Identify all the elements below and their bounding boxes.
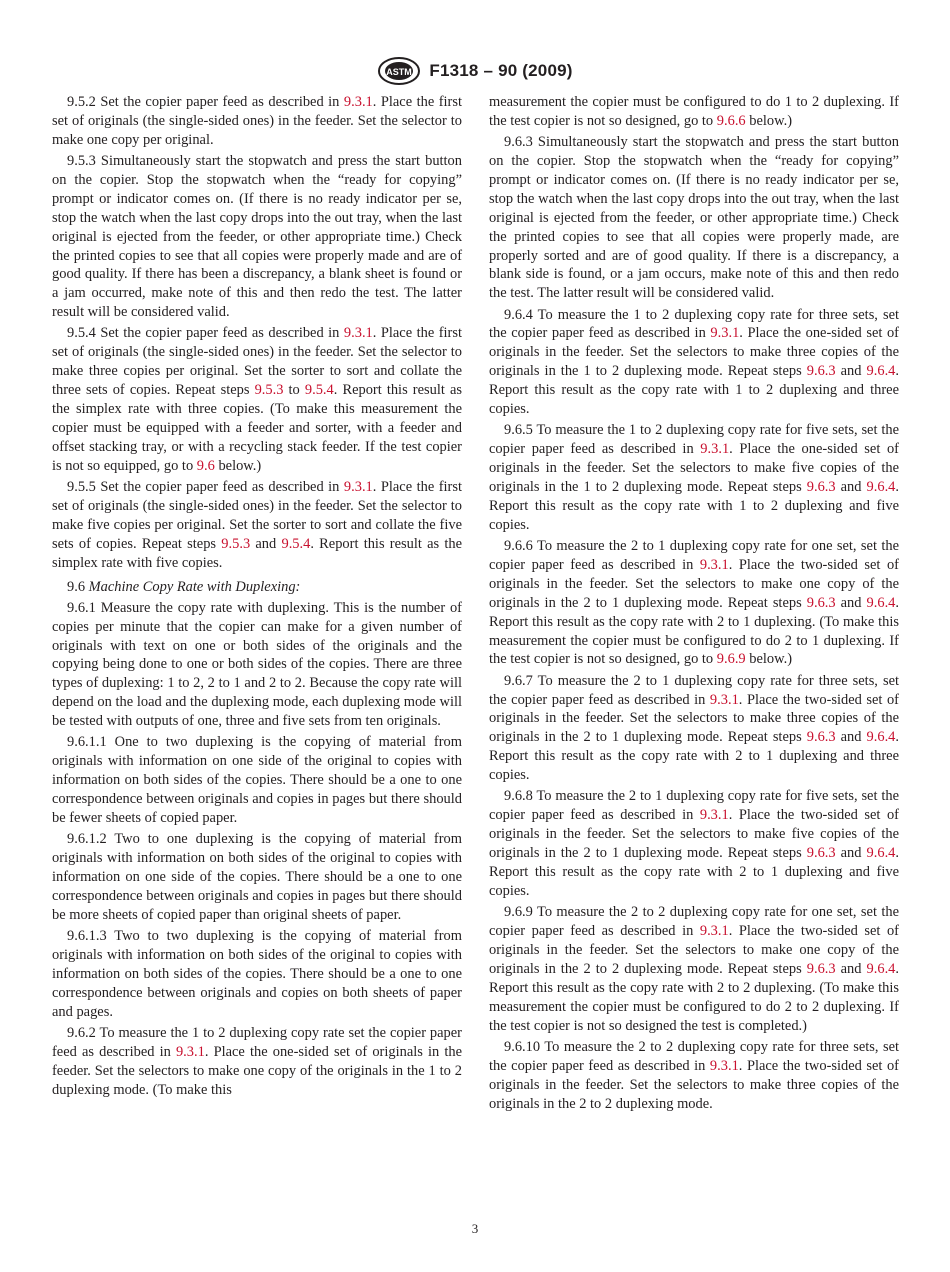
section-reference-link[interactable]: 9.3.1 (699, 556, 729, 573)
paragraph-9-6-2: 9.6.2 To measure the 1 to 2 duplexing copy rate set the copier paper feed as described in 9.3.1. Place the one-sided set of originals in the feeder. Set the selectors to make one copy of the originals in the 1 to 2 duplexing mode. (To make this (52, 1024, 462, 1098)
paragraph-9-5-4: 9.5.4 Set the copier paper feed as described in 9.3.1. Place the first set of originals (the single-sided ones) in the feeder. Set the selector to make three copies per original. Set the sorter to sort and collate the three sets of copies. Repeat steps 9.5.3 to 9.5.4. Report this result as the simplex rate with three copies. (To make this measurement the copier must be equipped with a feeder and sorter, with a feeder and offset stacking tray, or with a recycling stack feeder. If the test copier is not so equipped, go to 9.6 below.) (52, 325, 462, 474)
section-reference-link[interactable]: 9.6.3 (806, 594, 836, 611)
paragraph-9-6-6: 9.6.6 To measure the 2 to 1 duplexing copy rate for one set, set the copier paper feed as described in 9.3.1. Place the two-sided set of originals in the feeder. Set the selectors to make one copy of the originals in the 2 to 1 duplexing mode. Repeat steps 9.6.3 and 9.6.4. Report this result as the copy rate with 2 to 1 duplexing. (To make this measurement the copier must be configured to do 2 to 1 duplexing. If the test copier is not so designed, go to 9.6.9 below.) (489, 538, 899, 668)
section-reference-link[interactable]: 9.3.1 (343, 325, 373, 342)
astm-logo-icon (377, 56, 421, 86)
section-reference-link[interactable]: 9.6.3 (806, 363, 836, 380)
section-reference-link[interactable]: 9.3.1 (175, 1043, 205, 1060)
section-reference-link[interactable]: 9.6.4 (866, 845, 896, 862)
section-reference-link[interactable]: 9.6.3 (806, 729, 836, 746)
paragraph-9-6-9: 9.6.9 To measure the 2 to 2 duplexing copy rate for one set, set the copier paper feed as described in 9.3.1. Place the two-sided set of originals in the feeder. Set the selectors to make one copy of the originals in the 2 to 2 duplexing mode. Repeat steps 9.6.3 and 9.6.4. Report this result as the copy rate with 2 to 2 duplexing. (To make this measurement the copier must be configured to do 2 to 2 duplexing. If the test copier is not so designed the test is completed.) (489, 904, 899, 1034)
section-reference-link[interactable]: 9.6 (196, 457, 215, 474)
section-reference-link[interactable]: 9.6.6 (716, 112, 746, 129)
section-title: Machine Copy Rate with Duplexing: (88, 578, 301, 595)
paragraph-9-6-7: 9.6.7 To measure the 2 to 1 duplexing copy rate for three sets, set the copier paper feed as described in 9.3.1. Place the two-sided set of originals in the feeder. Set the selectors to make three copies of the originals in the 2 to 1 duplexing mode. Repeat steps 9.6.3 and 9.6.4. Report this result as the copy rate with 2 to 1 duplexing and three copies. (489, 672, 899, 784)
paragraph-9-5-3: 9.5.3 Simultaneously start the stopwatch and press the start button on the copier. Stop the stopwatch when the “ready for copying” prompt or indicator comes on. (If there is no ready indicator per se, stop the watch when the last copy drops into the out tray, when the last original is ejected from the feeder, or other appropriate time.) Check the printed copies to see that all copies were properly made and are of good quality. If there has been a discrepancy, a blank sheet is found or a jam occurred, make note of this and then redo the test. The latter result will be considered valid. (52, 153, 462, 321)
document-designation: F1318 – 90 (2009) (429, 61, 573, 80)
paragraph-9-5-2: 9.5.2 Set the copier paper feed as described in 9.3.1. Place the first set of originals (the single-sided ones) in the feeder. Set the selector to make one copy per original. (52, 94, 462, 148)
paragraph-9-6-1-3: 9.6.1.3 Two to two duplexing is the copying of material from originals with information on both sides of the original to copies with information on both sides of the copies. There should be a one to one correspondence between originals and copies on both sheets of paper and pages. (52, 928, 462, 1020)
section-reference-link[interactable]: 9.6.4 (866, 479, 896, 496)
section-reference-link[interactable]: 9.3.1 (343, 479, 373, 496)
section-reference-link[interactable]: 9.3.1 (710, 325, 740, 342)
section-reference-link[interactable]: 9.5.3 (221, 535, 251, 552)
paragraph-9-6-10: 9.6.10 To measure the 2 to 2 duplexing copy rate for three sets, set the copier paper feed as described in 9.3.1. Place the two-sided set of originals in the feeder. Set the selectors to make three copies of the originals in the 2 to 2 duplexing mode. (489, 1038, 899, 1112)
section-reference-link[interactable]: 9.3.1 (709, 1057, 739, 1074)
section-reference-link[interactable]: 9.3.1 (343, 94, 373, 110)
paragraph-9-6-2-cont: measurement the copier must be configured to do 1 to 2 duplexing. If the test copier is not so designed, go to 9.6.6 below.) (489, 94, 899, 129)
right-column (489, 93, 899, 1116)
section-reference-link[interactable]: 9.6.3 (806, 960, 836, 977)
left-column (52, 93, 462, 1102)
section-reference-link[interactable]: 9.3.1 (700, 441, 730, 458)
section-reference-link[interactable]: 9.3.1 (699, 923, 729, 940)
paragraph-9-6-3: 9.6.3 Simultaneously start the stopwatch and press the start button on the copier. Stop the stopwatch when the “ready for copying” prompt or indicator comes on. (If there is no ready indicator per se, stop the watch when the last copy drops into the out tray, when the last original is ejected from the feeder, or other appropriate time.) Check the printed copies to see that all copies were properly made, are properly sorted and are of good quality. If there is a discrepancy, a blank side is found, or a jam occurs, make note of this and then redo the test. The latter result will be considered valid. (489, 134, 899, 302)
section-reference-link[interactable]: 9.3.1 (709, 691, 739, 708)
section-reference-link[interactable]: 9.3.1 (699, 807, 729, 824)
page-header (0, 56, 950, 86)
section-reference-link[interactable]: 9.6.4 (866, 363, 896, 380)
section-reference-link[interactable]: 9.5.3 (254, 382, 284, 399)
section-reference-link[interactable]: 9.5.4 (281, 535, 311, 552)
paragraph-9-6-1-2: 9.6.1.2 Two to one duplexing is the copying of material from originals with information on both sides of the original to copies with information on one side of the copies. There should be a one to one correspondence between originals and copies in pages but there should be more sheets of copied paper than original sheets of paper. (52, 831, 462, 923)
paragraph-9-6-8: 9.6.8 To measure the 2 to 1 duplexing copy rate for five sets, set the copier paper feed as described in 9.3.1. Place the two-sided set of originals in the feeder. Set the selectors to make five copies of the originals in the 2 to 1 duplexing mode. Repeat steps 9.6.3 and 9.6.4. Report this result as the copy rate with 2 to 1 duplexing and five copies. (489, 788, 899, 899)
section-reference-link[interactable]: 9.6.4 (866, 594, 896, 611)
paragraph-9-5-5: 9.5.5 Set the copier paper feed as described in 9.3.1. Place the first set of originals (the single-sided ones) in the feeder. Set the selector to make five copies per original. Set the sorter to sort and collate the five sets of copies. Repeat steps 9.5.3 and 9.5.4. Report this result as the simplex rate with five copies. (52, 479, 462, 571)
paragraph-9-6-5: 9.6.5 To measure the 1 to 2 duplexing copy rate for five sets, set the copier paper feed as described in 9.3.1. Place the one-sided set of originals in the feeder. Set the selectors to make five copies of the originals in the 1 to 2 duplexing mode. Repeat steps 9.6.3 and 9.6.4. Report this result as the copy rate with 1 to 2 duplexing and five copies. (489, 422, 899, 533)
section-reference-link[interactable]: 9.6.4 (866, 729, 896, 746)
section-reference-link[interactable]: 9.5.4 (304, 382, 334, 399)
logo-text: ASTM (386, 67, 413, 77)
section-reference-link[interactable]: 9.6.9 (716, 651, 746, 668)
section-reference-link[interactable]: 9.6.4 (866, 960, 896, 977)
paragraph-9-6-1-1: 9.6.1.1 One to two duplexing is the copying of material from originals with information on one side of the original to copies with information on both sides of the copies. There should be a one to one correspondence between originals and copies in pages but there should be fewer sheets of copied paper. (52, 734, 462, 827)
section-reference-link[interactable]: 9.6.3 (806, 845, 836, 862)
paragraph-9-6-1: 9.6.1 Measure the copy rate with duplexing. This is the number of copies per minute that the copier can make for a given number of originals with text on one or both sides of the originals and the copying being done to one or both sides of the copies. There are three types of duplexing: 1 to 2, 2 to 1 and 2 to 2. Because the copy rate will depend on the load and the duplexing mode, each duplexing mode will be tested with outputs of one, three and five sets from ten originals. (52, 599, 462, 730)
section-number: 9.6 (67, 578, 89, 595)
paragraph-9-6 (52, 578, 462, 597)
page-number: 3 (471, 1221, 479, 1236)
section-reference-link[interactable]: 9.6.3 (806, 479, 836, 496)
paragraph-9-6-4: 9.6.4 To measure the 1 to 2 duplexing copy rate for three sets, set the copier paper feed as described in 9.3.1. Place the one-sided set of originals in the feeder. Set the selectors to make three copies of the originals in the 1 to 2 duplexing mode. Repeat steps 9.6.3 and 9.6.4. Report this result as the copy rate with 1 to 2 duplexing and three copies. (489, 306, 899, 418)
